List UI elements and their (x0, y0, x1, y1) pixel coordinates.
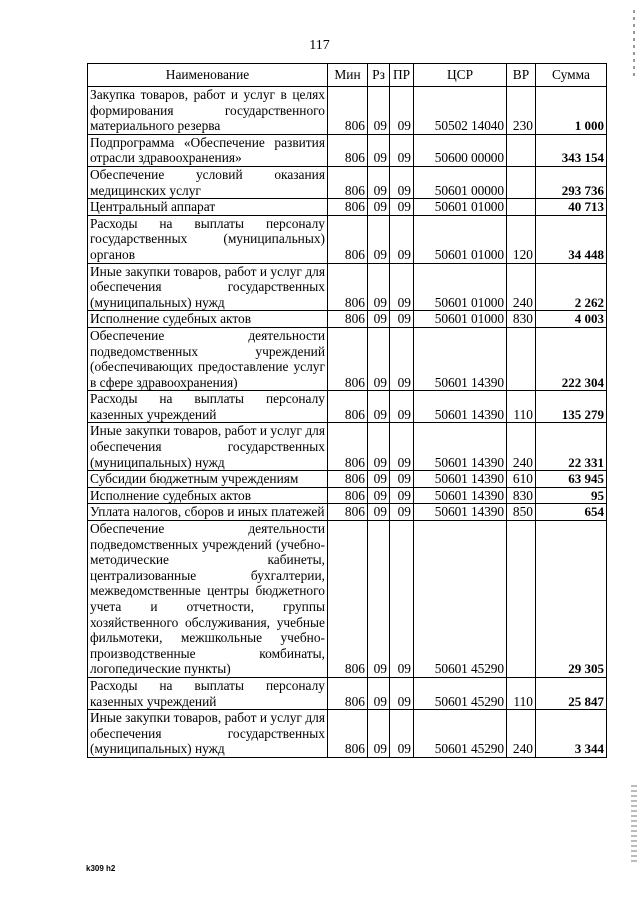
row-vr: 240 (507, 423, 536, 471)
row-min: 806 (328, 423, 368, 471)
row-vr (507, 521, 536, 678)
row-min: 806 (328, 311, 368, 328)
row-vr: 120 (507, 215, 536, 263)
row-pr: 09 (390, 87, 414, 135)
scan-artifact (631, 785, 637, 865)
row-vr (507, 166, 536, 198)
row-pr: 09 (390, 311, 414, 328)
row-name: Исполнение судебных актов (88, 487, 328, 504)
row-sum: 4 003 (536, 311, 607, 328)
row-name: Иные закупки товаров, работ и услуг для обеспечения государственных (муниципальных) нужд (88, 263, 328, 311)
row-pr: 09 (390, 710, 414, 758)
row-vr: 240 (507, 710, 536, 758)
table-row (88, 311, 607, 328)
row-csr: 50601 01000 (414, 263, 507, 311)
row-csr: 50601 45290 (414, 677, 507, 709)
header-rz: Рз (368, 64, 390, 87)
row-rz: 09 (368, 87, 390, 135)
row-rz: 09 (368, 677, 390, 709)
row-name: Обеспечение условий оказания медицинских услуг (88, 166, 328, 198)
row-vr: 610 (507, 471, 536, 488)
table-row (88, 215, 607, 263)
row-pr: 09 (390, 521, 414, 678)
header-pr: ПР (390, 64, 414, 87)
row-csr: 50601 45290 (414, 710, 507, 758)
row-name: Центральный аппарат (88, 199, 328, 216)
row-sum: 40 713 (536, 199, 607, 216)
row-sum: 22 331 (536, 423, 607, 471)
header-name: Наименование (88, 64, 328, 87)
header-vr: ВР (507, 64, 536, 87)
row-vr: 830 (507, 487, 536, 504)
row-min: 806 (328, 327, 368, 390)
row-name: Уплата налогов, сборов и иных платежей (88, 504, 328, 521)
table-row (88, 504, 607, 521)
row-rz: 09 (368, 311, 390, 328)
row-csr: 50601 14390 (414, 471, 507, 488)
row-min: 806 (328, 199, 368, 216)
row-csr: 50600 00000 (414, 134, 507, 166)
row-name: Иные закупки товаров, работ и услуг для обеспечения государственных (муниципальных) нужд (88, 710, 328, 758)
table-row (88, 263, 607, 311)
row-csr: 50601 14390 (414, 327, 507, 390)
row-pr: 09 (390, 504, 414, 521)
table-row (88, 327, 607, 390)
table-row (88, 199, 607, 216)
page-number: 117 (309, 38, 330, 53)
row-name: Закупка товаров, работ и услуг в целях формирования государственного материального резерва (88, 87, 328, 135)
row-rz: 09 (368, 263, 390, 311)
row-csr: 50601 01000 (414, 311, 507, 328)
row-csr: 50601 45290 (414, 521, 507, 678)
table-row (88, 487, 607, 504)
budget-table (87, 63, 607, 758)
row-rz: 09 (368, 391, 390, 423)
row-sum: 63 945 (536, 471, 607, 488)
row-sum: 2 262 (536, 263, 607, 311)
row-sum: 29 305 (536, 521, 607, 678)
row-pr: 09 (390, 487, 414, 504)
header-csr: ЦСР (414, 64, 507, 87)
row-pr: 09 (390, 199, 414, 216)
header-min: Мин (328, 64, 368, 87)
row-rz: 09 (368, 134, 390, 166)
row-pr: 09 (390, 677, 414, 709)
table-header-row (88, 64, 607, 87)
table-row (88, 710, 607, 758)
row-name: Подпрограмма «Обеспечение развития отрасли здравоохранения» (88, 134, 328, 166)
row-vr (507, 134, 536, 166)
row-pr: 09 (390, 423, 414, 471)
row-name: Исполнение судебных актов (88, 311, 328, 328)
table-body (88, 87, 607, 758)
row-sum: 293 736 (536, 166, 607, 198)
row-pr: 09 (390, 391, 414, 423)
row-vr: 240 (507, 263, 536, 311)
row-rz: 09 (368, 215, 390, 263)
row-vr (507, 199, 536, 216)
row-name: Иные закупки товаров, работ и услуг для обеспечения государственных (муниципальных) нужд (88, 423, 328, 471)
row-pr: 09 (390, 166, 414, 198)
row-min: 806 (328, 471, 368, 488)
row-min: 806 (328, 263, 368, 311)
row-rz: 09 (368, 504, 390, 521)
row-sum: 95 (536, 487, 607, 504)
table-row (88, 471, 607, 488)
row-csr: 50601 00000 (414, 166, 507, 198)
row-vr: 830 (507, 311, 536, 328)
row-name: Обеспечение деятельности подведомственных учреждений (обеспечивающих предоставление услуг в сфере здравоохранения) (88, 327, 328, 390)
row-min: 806 (328, 215, 368, 263)
row-min: 806 (328, 710, 368, 758)
row-name: Расходы на выплаты персоналу государственных (муниципальных) органов (88, 215, 328, 263)
row-sum: 25 847 (536, 677, 607, 709)
row-csr: 50601 14390 (414, 391, 507, 423)
row-vr (507, 327, 536, 390)
row-name: Обеспечение деятельности подведомственных учреждений (учебно-методические кабинеты, централизованные бухгалтерии, межведомственные центры бюджетного учета и отчетности, группы хозяйственного обслуживания, учебные фильмотеки, межшкольные учебно-производственные комбинаты, логопедические пункты) (88, 521, 328, 678)
table-row (88, 521, 607, 678)
table-row (88, 87, 607, 135)
row-csr: 50601 01000 (414, 199, 507, 216)
row-min: 806 (328, 677, 368, 709)
row-rz: 09 (368, 710, 390, 758)
row-pr: 09 (390, 263, 414, 311)
row-sum: 3 344 (536, 710, 607, 758)
footer-code: k309 h2 (86, 864, 116, 873)
row-min: 806 (328, 134, 368, 166)
row-vr: 230 (507, 87, 536, 135)
row-name: Расходы на выплаты персоналу казенных учреждений (88, 391, 328, 423)
row-csr: 50601 14390 (414, 423, 507, 471)
row-csr: 50502 14040 (414, 87, 507, 135)
row-vr: 110 (507, 677, 536, 709)
row-sum: 222 304 (536, 327, 607, 390)
row-pr: 09 (390, 471, 414, 488)
row-name: Субсидии бюджетным учреждениям (88, 471, 328, 488)
table-row (88, 391, 607, 423)
row-vr: 110 (507, 391, 536, 423)
row-sum: 343 154 (536, 134, 607, 166)
row-min: 806 (328, 487, 368, 504)
row-min: 806 (328, 87, 368, 135)
row-min: 806 (328, 391, 368, 423)
row-rz: 09 (368, 471, 390, 488)
row-sum: 654 (536, 504, 607, 521)
row-pr: 09 (390, 215, 414, 263)
row-csr: 50601 14390 (414, 504, 507, 521)
row-pr: 09 (390, 327, 414, 390)
header-sum: Сумма (536, 64, 607, 87)
row-rz: 09 (368, 327, 390, 390)
row-vr: 850 (507, 504, 536, 521)
table-row (88, 423, 607, 471)
row-rz: 09 (368, 199, 390, 216)
table-row (88, 134, 607, 166)
row-min: 806 (328, 166, 368, 198)
row-pr: 09 (390, 134, 414, 166)
row-min: 806 (328, 521, 368, 678)
row-sum: 34 448 (536, 215, 607, 263)
row-csr: 50601 14390 (414, 487, 507, 504)
row-rz: 09 (368, 521, 390, 678)
row-name: Расходы на выплаты персоналу казенных учреждений (88, 677, 328, 709)
row-rz: 09 (368, 166, 390, 198)
row-sum: 135 279 (536, 391, 607, 423)
row-sum: 1 000 (536, 87, 607, 135)
row-rz: 09 (368, 423, 390, 471)
row-min: 806 (328, 504, 368, 521)
table-row (88, 166, 607, 198)
row-csr: 50601 01000 (414, 215, 507, 263)
row-rz: 09 (368, 487, 390, 504)
table-row (88, 677, 607, 709)
